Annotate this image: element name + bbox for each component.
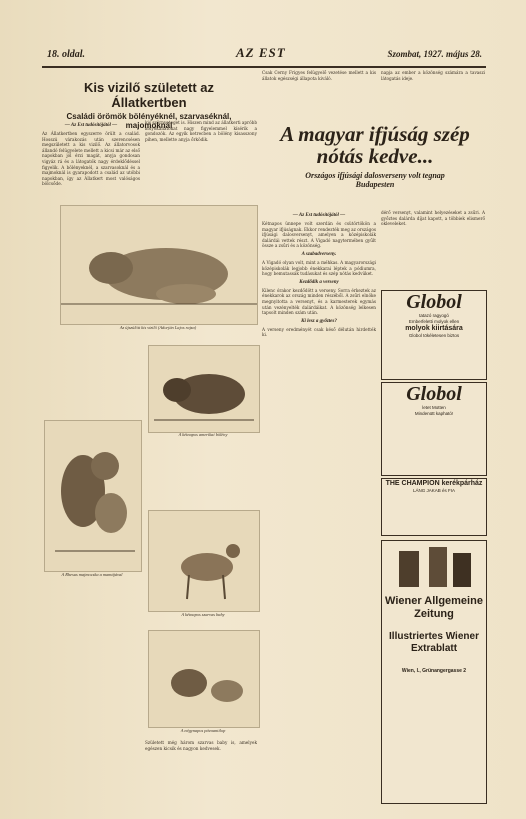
column-3-text-2: A Vigadó olyan volt, mint a méhkas. A magyarországi középiskolák legjobb énekkarai léptek a pódiumra, hogy bemutassák tudásukat és szép nótás kedvüket. [262, 259, 376, 277]
globol-ad-1 [381, 290, 487, 380]
column-2-top [145, 120, 257, 200]
monkey-drawing [45, 421, 141, 571]
column-3-top [262, 70, 376, 120]
youth-headline [268, 123, 482, 189]
column-3-text-1: Kétnapos ünnepe volt szerdán és csütörtökön a magyar ifjúságnak. Ekkor rendezték meg az országos ifjúsági dalosversenyt, amelyen a középiskolák dalárdái vettek részt. A Vigadó nagytermében gyűlt össze a zsűri és a közönség. [262, 221, 376, 249]
hippo-drawing [61, 206, 257, 324]
deer-illustration [148, 510, 260, 612]
antelope-illustration [148, 630, 260, 728]
globol2-line-2: Mindenütt kapható! [414, 410, 454, 416]
youth-section-1: A szabadverseny. [301, 251, 337, 257]
column-2-bottom [145, 740, 257, 810]
globol-brand-1: Globol [406, 291, 462, 313]
globol2-line-1: letet Motten [422, 405, 446, 410]
monkey-illustration [44, 420, 142, 572]
animals-title: Kis vizilő született az Állatkertben [83, 80, 215, 110]
antelope-drawing [149, 631, 259, 727]
column-2-bottom-text: Született még három szarvas baby is, amelyek egészen kicsik és nagyon kedvesek. [145, 740, 257, 751]
globol-ad-2 [381, 382, 487, 476]
wiener-ad [381, 540, 487, 804]
masthead-logo: AZ EST [236, 45, 286, 60]
deer-drawing [149, 511, 259, 611]
issue-date: Szombat, 1927. május 28. [387, 49, 482, 59]
column-3 [262, 210, 376, 810]
youth-section-2: Kezdődik a verseny [299, 279, 339, 285]
column-4-mid [381, 210, 485, 290]
caption-bison: A kétnapos amerikai bölény [178, 432, 228, 437]
bison-illustration [148, 345, 260, 433]
champion-line: LÁNG JAKAB és FIA [412, 488, 455, 493]
caption-antelope: A négynapos pávaantilop [180, 728, 226, 733]
youth-subtitle-2: Budapesten [355, 180, 395, 189]
champion-title: THE CHAMPION kerékpárház [385, 480, 483, 487]
page-number: 18. oldal. [47, 49, 86, 60]
caption-monkey: A Rhesus majmocska a mamájával [61, 572, 123, 577]
wiener-title: Wiener Allgemeine Zeitung [385, 595, 483, 620]
caption-hippo: Az újszülött kis vizilő (Adorján Lajos rajza) [119, 325, 197, 330]
globol-brand-2: Globol [406, 383, 462, 405]
wiener-line: Illustriertes Wiener Extrablatt [389, 631, 479, 654]
hippo-illustration [60, 205, 258, 325]
globol-line-1: tatazó ragyogó [419, 313, 449, 318]
column-4-top [381, 70, 485, 110]
column-3-text-4: A verseny eredményét csak késő délután hirdették ki. [262, 326, 376, 338]
column-4-top-text: napja az ember a közönség számára a tavaszi látogatás ideje. [381, 70, 485, 81]
column-1-text: Az Állatkertben egyszerre örült a család. Hosszú várakozás után szerencsésen megszületett a kis vizilő. Az állatorvosok állandó felügyelete mellett a kicsi már az első napokban jól érzi magát, anyja gondosan vigyáz rá és a látogatók nagy érdeklődéssel figyelik. A bölényeknél, a szarvasoknál és a majmoknál is gyarapodott a család az utóbbi napokban, így az Állatkert most valóságos bölcsőde. [42, 131, 140, 187]
youth-section-3: Ki lesz a győztes? [301, 318, 337, 324]
animals-kicker: — Az Est tudósítójától — [64, 123, 118, 128]
moly-line: Globol tökéletesen biztos [408, 333, 460, 338]
header-rule [42, 66, 486, 68]
champion-ad [381, 478, 487, 536]
globol-line-2: Emberfeletti molyok ellen [408, 318, 460, 324]
animals-subtitle: Családi örömök bölényéknél, szarvaséknál, majomoknál [66, 112, 232, 130]
page-header [0, 44, 526, 66]
youth-kicker: — Az Est tudósítójától — [292, 213, 346, 218]
wiener-figures-drawing [389, 541, 479, 591]
youth-subtitle-1: Országos ifjúsági dalosverseny volt tegnap [305, 171, 445, 180]
bison-drawing [149, 346, 259, 432]
youth-title: A magyar ifjúság szép nótás kedve... [280, 122, 470, 168]
column-2-text: kis szörnyeteget is. Hiszen mind az állatkerti apróbb kölyökállatokat nagy figyelemmel kísérik a gondozók. Az egyik ketrecben a bölény kisasszony pihen, mellette anyja őrködik. [145, 120, 257, 142]
column-4-mid-text: dérő versenyt, valamint helyezéseket a zsűri. A győztes dalárda díjat kapott, a többiek elismerő okleveleket. [381, 210, 485, 227]
wiener-address: Wien, I., Grünangergasse 2 [401, 668, 467, 674]
column-3-top-text: Csak Cerny Frigyes felügyelő vezetése mellett a kis állatok egészségi állapota kiváló. [262, 70, 376, 81]
column-3-text-3: Kilenc órakor kezdődött a verseny. Sorra érkeztek az énekkarok az ország minden részéből. A zsűri elnöke megnyitotta a versenyt, és a karmesterek egymás után vezényelték dalárdáikat. A közönség lelkesen tapsolt minden szám után. [262, 287, 376, 316]
caption-deer: A kétnapos szarvas baby [181, 612, 225, 617]
moly-title: molyok kiirtására [405, 325, 463, 332]
